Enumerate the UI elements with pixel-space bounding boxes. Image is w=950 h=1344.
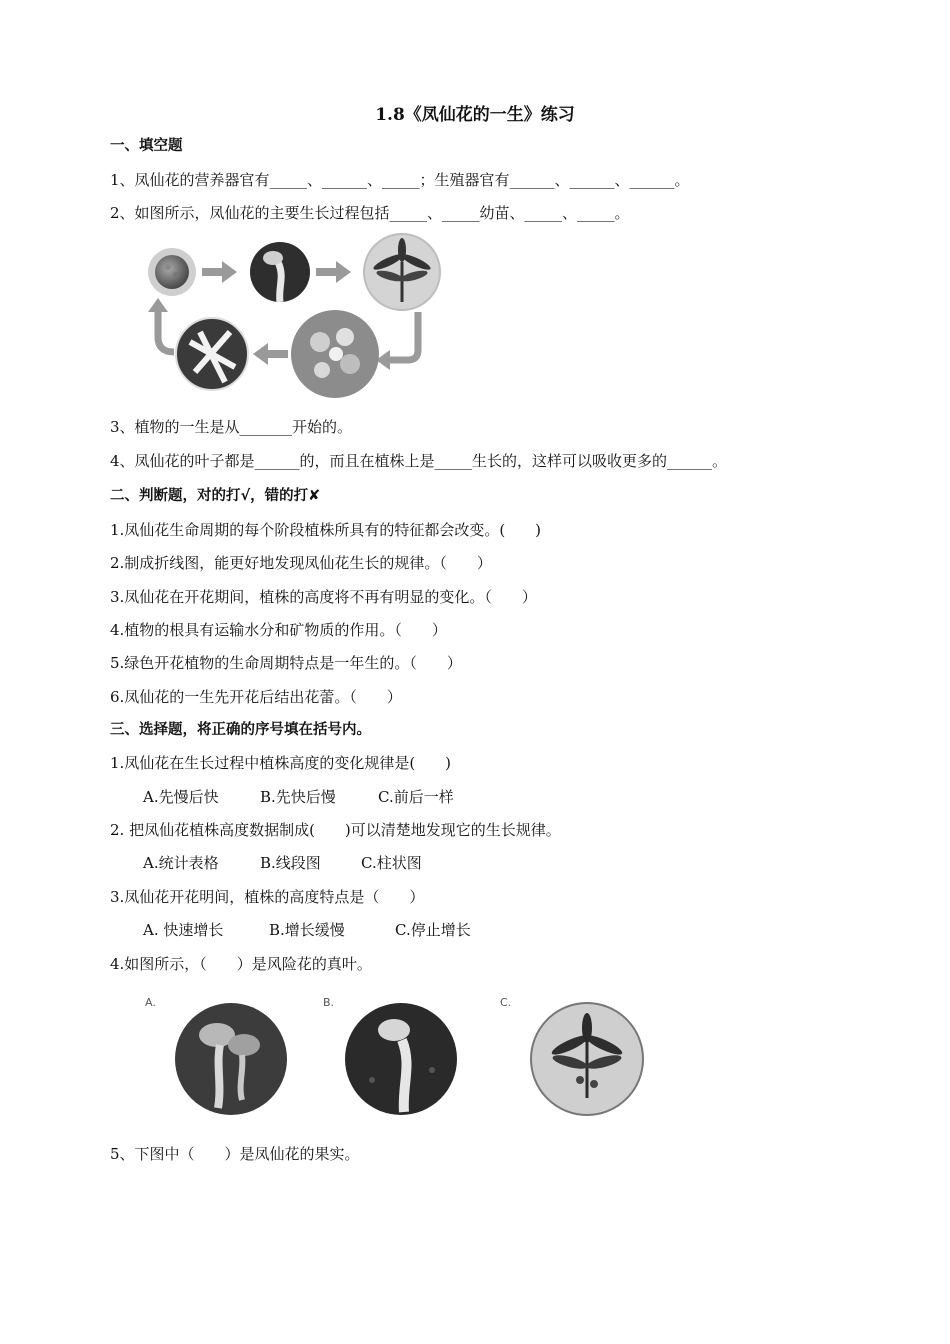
judge-item-6: 6.凤仙花的一生先开花后结出花蕾。（ ） bbox=[110, 688, 402, 706]
option-a-image bbox=[172, 1000, 290, 1118]
option-c-image bbox=[528, 1000, 646, 1118]
choice-options-3 bbox=[143, 920, 471, 940]
sprout-image bbox=[250, 242, 310, 302]
fill-question-2: 2、如图所示，凤仙花的主要生长过程包括_____、_____幼苗、_____、_____。 bbox=[110, 204, 630, 222]
choice-options-2 bbox=[143, 853, 422, 873]
option-c: C.前后一样 bbox=[378, 788, 454, 806]
seedling-image bbox=[364, 234, 440, 310]
fill-question-4: 4、凤仙花的叶子都是______的，而且在植株上是_____生长的，这样可以吸收更多的______。 bbox=[110, 452, 728, 470]
image-label-a: A. bbox=[145, 996, 156, 1009]
option-c: C.停止增长 bbox=[395, 921, 471, 939]
choice-question-5: 5、下图中（ ）是凤仙花的果实。 bbox=[110, 1145, 360, 1163]
judge-item-2: 2.制成折线图，能更好地发现凤仙花生长的规律。（ ） bbox=[110, 554, 492, 572]
judge-item-3: 3.凤仙花在开花期间，植株的高度将不再有明显的变化。（ ） bbox=[110, 588, 537, 606]
arrow-up-icon bbox=[148, 298, 174, 352]
option-c: C.柱状图 bbox=[361, 854, 422, 872]
option-a: A. 快速增长 bbox=[143, 921, 224, 939]
option-a: A.统计表格 bbox=[143, 854, 219, 872]
arrow-down-icon bbox=[376, 312, 418, 370]
section1-heading: 一、填空题 bbox=[110, 138, 183, 154]
flowering-plant-image bbox=[291, 310, 379, 398]
section2-heading: 二、判断题，对的打√，错的打✘ bbox=[110, 488, 321, 504]
option-b: B.先快后慢 bbox=[260, 788, 336, 806]
seed-image bbox=[148, 248, 196, 296]
arrow-right-icon bbox=[316, 261, 351, 283]
page-title: 1.8《凤仙花的一生》练习 bbox=[375, 105, 575, 125]
choice-question-1: 1.凤仙花在生长过程中植株高度的变化规律是( ) bbox=[110, 754, 452, 772]
option-b-image bbox=[342, 1000, 460, 1118]
judge-item-1: 1.凤仙花生命周期的每个阶段植株所具有的特征都会改变。( ) bbox=[110, 521, 542, 539]
fruit-image bbox=[176, 318, 248, 390]
choice-options-1 bbox=[143, 787, 454, 807]
section3-heading: 三、选择题，将正确的序号填在括号内。 bbox=[110, 722, 371, 738]
fill-question-1: 1、凤仙花的营养器官有_____、______、_____；生殖器官有______、______、______。 bbox=[110, 171, 690, 189]
choice-question-4: 4.如图所示，（ ）是风险花的真叶。 bbox=[110, 955, 372, 973]
fill-question-3: 3、植物的一生是从_______开始的。 bbox=[110, 418, 353, 436]
judge-item-5: 5.绿色开花植物的生命周期特点是一年生的。（ ） bbox=[110, 654, 462, 672]
judge-item-4: 4.植物的根具有运输水分和矿物质的作用。（ ） bbox=[110, 621, 447, 639]
image-label-c: C. bbox=[500, 996, 512, 1009]
choice-question-3: 3.凤仙花开花明间，植株的高度特点是（ ） bbox=[110, 888, 425, 906]
image-label-b: B. bbox=[323, 996, 335, 1009]
arrow-right-icon bbox=[202, 261, 237, 283]
arrow-left-icon bbox=[253, 343, 288, 365]
option-a: A.先慢后快 bbox=[143, 788, 219, 806]
life-cycle-diagram bbox=[140, 232, 450, 402]
option-b: B.线段图 bbox=[260, 854, 321, 872]
option-b: B.增长缓慢 bbox=[269, 921, 345, 939]
choice-question-2: 2. 把凤仙花植株高度数据制成( )可以清楚地发现它的生长规律。 bbox=[110, 821, 561, 839]
